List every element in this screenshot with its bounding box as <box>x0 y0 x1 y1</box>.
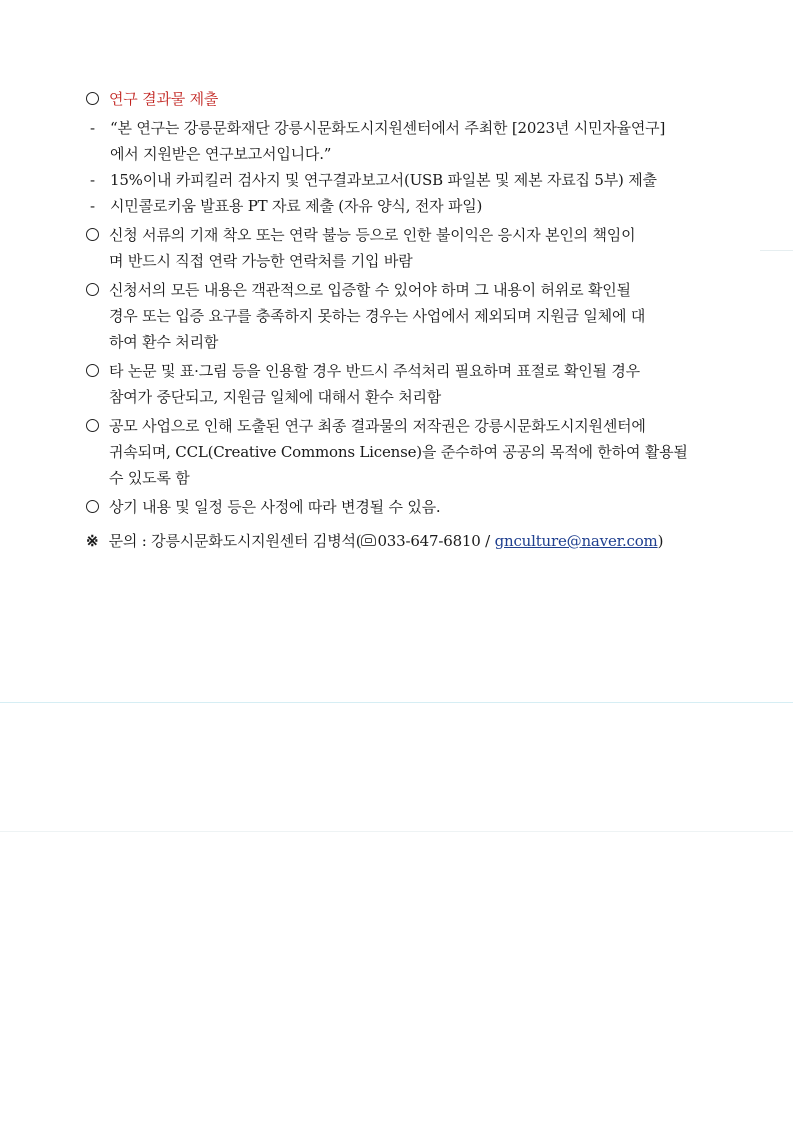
document-body <box>86 86 726 554</box>
circle-bullet-icon <box>86 283 99 296</box>
phone-icon <box>361 534 376 546</box>
sub-item-list <box>86 115 726 219</box>
notice-line: 며 반드시 직접 연락 가능한 연락처를 기입 바람 <box>109 252 413 270</box>
scan-divider <box>0 831 793 832</box>
notice-item <box>86 413 726 491</box>
notice-line: 참여가 중단되고, 지원금 일체에 대해서 환수 처리함 <box>109 388 442 406</box>
dash-bullet: - <box>90 171 95 189</box>
notice-line: 귀속되며, CCL(Creative Commons License)을 준수하여 공공의 목적에 한하여 활용될 <box>109 443 688 461</box>
sub-item-line: 에서 지원받은 연구보고서입니다.” <box>110 145 332 163</box>
notice-line: 경우 또는 입증 요구를 충족하지 못하는 경우는 사업에서 제외되며 지원금 일체에 대 <box>109 307 646 325</box>
notice-line: 신청서의 모든 내용은 객관적으로 입증할 수 있어야 하며 그 내용이 허위로 확인될 <box>109 281 631 299</box>
sub-item <box>90 167 726 193</box>
contact-info <box>86 528 726 554</box>
dash-bullet: - <box>90 197 95 215</box>
scan-divider <box>760 250 793 251</box>
notice-item <box>86 358 726 410</box>
notice-item <box>86 494 726 520</box>
notice-line: 공모 사업으로 인해 도출된 연구 최종 결과물의 저작권은 강릉시문화도시지원센터에 <box>109 417 646 435</box>
section-submit-results <box>86 86 726 112</box>
notice-line: 수 있도록 함 <box>109 469 190 487</box>
circle-bullet-icon <box>86 500 99 513</box>
reference-mark: ※ <box>86 532 99 550</box>
contact-phone: 033-647-6810 <box>377 532 481 550</box>
notice-item <box>86 222 726 274</box>
circle-bullet-icon <box>86 92 99 105</box>
contact-separator: / <box>480 532 495 550</box>
notice-item <box>86 277 726 355</box>
notice-line: 하여 환수 처리함 <box>109 333 219 351</box>
contact-close: ) <box>657 532 664 550</box>
sub-item <box>90 115 726 167</box>
contact-email-link[interactable]: gnculture@naver.com <box>494 532 658 550</box>
section-title: 연구 결과물 제출 <box>109 90 219 108</box>
sub-item-line: “본 연구는 강릉문화재단 강릉시문화도시지원센터에서 주최한 [2023년 시민자율연구] <box>110 119 666 137</box>
circle-bullet-icon <box>86 228 99 241</box>
dash-bullet: - <box>90 119 95 137</box>
sub-item <box>90 193 726 219</box>
notice-line: 상기 내용 및 일정 등은 사정에 따라 변경될 수 있음. <box>109 498 441 516</box>
notice-line: 신청 서류의 기재 착오 또는 연락 불능 등으로 인한 불이익은 응시자 본인의 책임이 <box>109 226 636 244</box>
notice-line: 타 논문 및 표·그림 등을 인용할 경우 반드시 주석처리 필요하며 표절로 확인될 경우 <box>109 362 640 380</box>
sub-item-line: 시민콜로키움 발표용 PT 자료 제출 (자유 양식, 전자 파일) <box>110 197 483 215</box>
circle-bullet-icon <box>86 364 99 377</box>
scan-divider <box>0 702 793 703</box>
contact-label: 문의 : 강릉시문화도시지원센터 김병석( <box>108 532 362 550</box>
circle-bullet-icon <box>86 419 99 432</box>
sub-item-line: 15%이내 카피킬러 검사지 및 연구결과보고서(USB 파일본 및 제본 자료집 5부) 제출 <box>110 171 657 189</box>
